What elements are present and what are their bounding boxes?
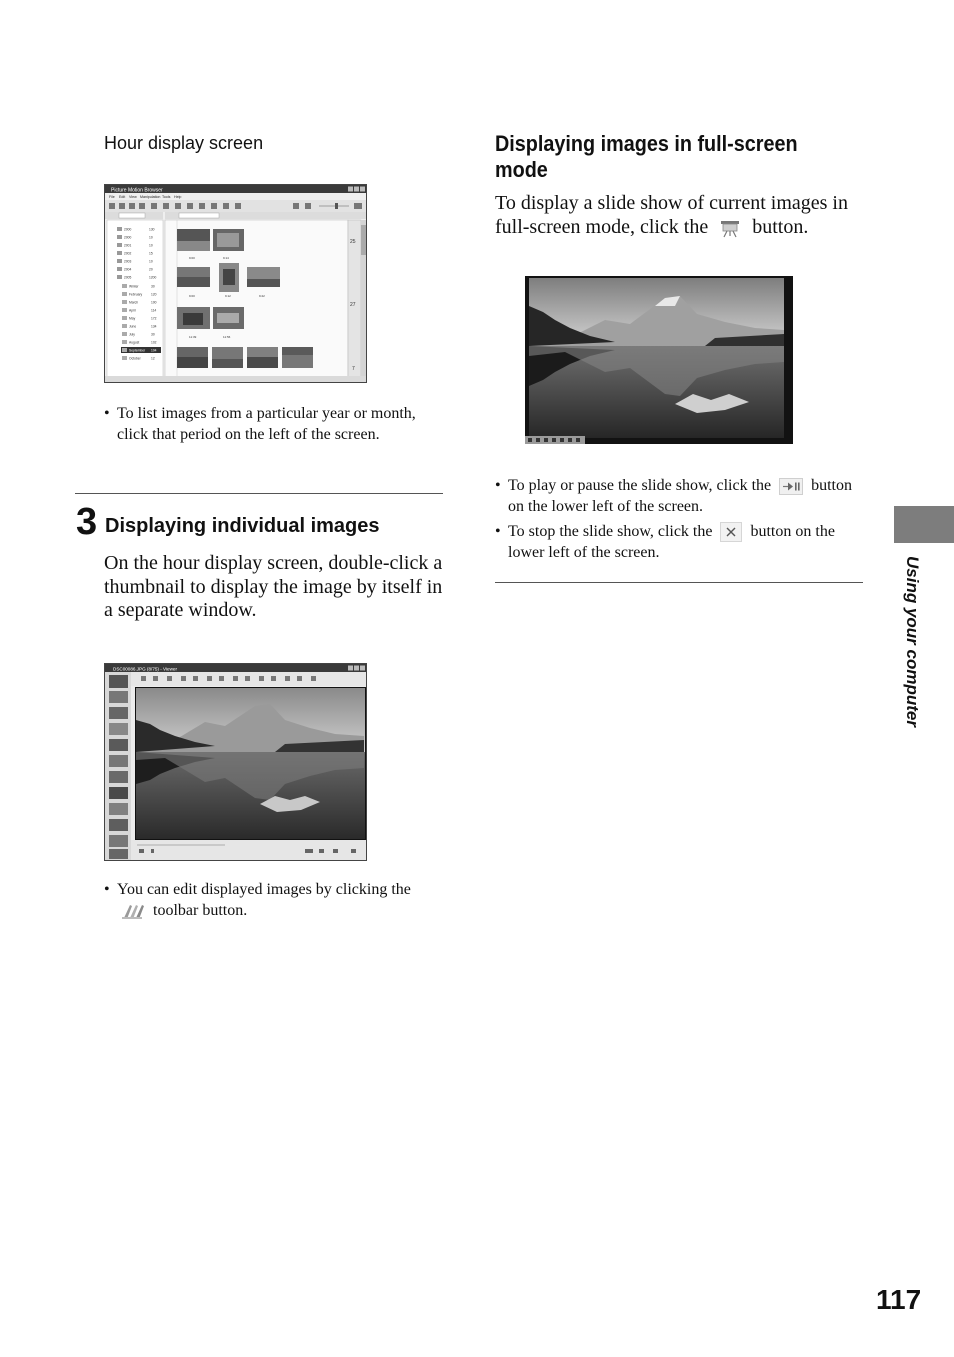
svg-text:2004: 2004 <box>124 267 132 272</box>
svg-text:2001: 2001 <box>124 243 132 248</box>
svg-text:9:22: 9:22 <box>259 294 265 298</box>
svg-text:2000: 2000 <box>124 235 132 240</box>
side-date-1: 25 <box>350 239 356 245</box>
svg-text:30: 30 <box>151 332 155 337</box>
slideshow-icon <box>719 218 741 238</box>
chapter-tab <box>894 506 954 543</box>
svg-text:August: August <box>129 340 140 345</box>
svg-text:1200: 1200 <box>149 275 157 280</box>
chapter-tab-label: Using your computer <box>903 556 922 727</box>
svg-text:120: 120 <box>151 292 157 297</box>
svg-text:114: 114 <box>151 308 157 313</box>
page-number: 117 <box>876 1284 922 1315</box>
hour-scrollbar[interactable] <box>361 225 366 255</box>
svg-text:April: April <box>129 308 136 313</box>
svg-text:2003: 2003 <box>124 259 132 264</box>
fullscreen-title: Displaying images in full-screen mode <box>495 131 798 182</box>
right-section-rule <box>495 582 863 583</box>
step-body: On the hour display screen, double-click a thumbnail to display the image by itself in a separate window. <box>104 552 443 621</box>
play-pause-icon <box>779 478 803 495</box>
svg-text:15: 15 <box>149 251 153 256</box>
svg-text:2005: 2005 <box>124 275 132 280</box>
side-date-3: 7 <box>352 366 355 372</box>
hour-display-screenshot <box>104 184 367 383</box>
viewer-screenshot <box>104 663 367 861</box>
hour-display-caption: Hour display screen <box>104 133 264 153</box>
menu-tools[interactable]: Tools <box>162 195 171 199</box>
svg-text:September: September <box>129 348 146 353</box>
left-section-rule <box>75 493 443 494</box>
svg-text:11:56: 11:56 <box>223 335 231 339</box>
menu-view[interactable]: View <box>129 195 137 199</box>
side-date-2: 27 <box>350 302 356 308</box>
svg-text:October: October <box>129 356 141 361</box>
svg-text:102: 102 <box>151 340 157 345</box>
edit-bullet: • You can edit displayed images by clicking the toolbar button. <box>104 881 411 919</box>
svg-text:11:39: 11:39 <box>189 335 197 339</box>
svg-text:100: 100 <box>151 300 157 305</box>
play-pause-bullet: • To play or pause the slide show, click the button on the lower left of the screen. <box>495 477 852 515</box>
svg-text:Winter: Winter <box>129 284 139 289</box>
hour-list-bullet: • To list images from a particular year or month, click that period on the left of the screen. <box>104 405 416 443</box>
svg-text:2002: 2002 <box>124 251 132 256</box>
month-row-8-selected[interactable] <box>121 347 161 353</box>
svg-text:104: 104 <box>151 348 157 353</box>
menu-manipulation[interactable]: Manipulation <box>140 195 161 199</box>
svg-text:May: May <box>129 316 136 321</box>
svg-text:10: 10 <box>149 243 153 248</box>
fullscreen-screenshot <box>525 276 793 444</box>
svg-text:130: 130 <box>149 227 155 232</box>
svg-text:February: February <box>129 292 143 297</box>
svg-text:9:00: 9:00 <box>189 256 195 260</box>
stop-bullet: • To stop the slide show, click the button on the lower left of the screen. <box>495 523 835 562</box>
svg-text:10: 10 <box>149 259 153 264</box>
menu-help[interactable]: Help <box>174 195 182 199</box>
menu-edit[interactable]: Edit <box>119 195 126 199</box>
viewer-window-title: DSC00086.JPG (8/75) - Viewer <box>113 666 178 672</box>
svg-text:134: 134 <box>151 324 157 329</box>
fullscreen-body: To display a slide show of current images in full-screen mode, click the button. <box>495 192 848 238</box>
svg-text:30: 30 <box>151 284 155 289</box>
svg-text:172: 172 <box>151 316 157 321</box>
svg-text:9:14: 9:14 <box>223 256 229 260</box>
svg-text:July: July <box>129 332 135 337</box>
svg-text:March: March <box>129 300 139 305</box>
close-icon <box>720 522 742 542</box>
svg-text:12: 12 <box>151 356 155 361</box>
svg-text:20: 20 <box>149 267 153 272</box>
hour-window-title: Picture Motion Browser <box>111 187 163 194</box>
step-title: Displaying individual images <box>105 515 380 537</box>
svg-text:June: June <box>129 324 137 329</box>
step-number: 3 <box>76 501 98 543</box>
svg-text:10: 10 <box>149 235 153 240</box>
menu-file[interactable]: File <box>109 195 115 199</box>
svg-text:9:00: 9:00 <box>189 294 195 298</box>
edit-toolbar-icon <box>121 902 145 920</box>
svg-text:2000: 2000 <box>124 227 132 232</box>
svg-text:9:12: 9:12 <box>225 294 231 298</box>
